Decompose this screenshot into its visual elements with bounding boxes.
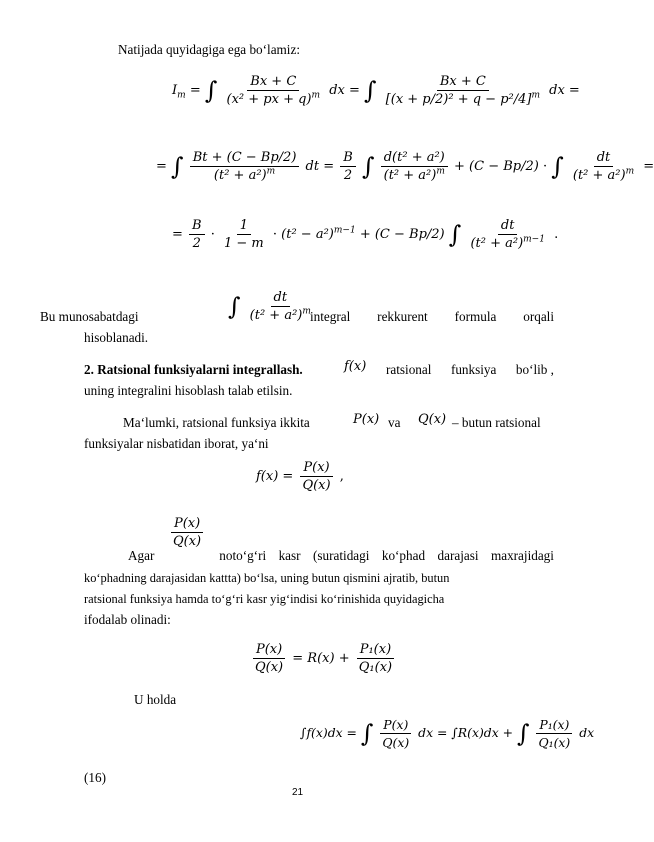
- eq2-term2-den: (t² + a²): [572, 168, 626, 183]
- eq3-int-den: (t² + a²): [470, 236, 524, 251]
- eq5-den-right: Q₁(x): [358, 660, 393, 675]
- word: (suratidagi: [313, 548, 370, 563]
- eq6-f2-num: P₁(x): [536, 717, 572, 734]
- equation-5: [250, 642, 397, 675]
- u-holda: U holda: [134, 692, 177, 707]
- equation-1: $I_m$ = ∫ $\frac{Bx + C}{(x^2 + px + q)^m}$ dx = ∫ $\frac{Bx + C}{[(x + p/2)^2 + q - p^2/4]^m}$ dx =: [172, 74, 580, 107]
- eq1-den-a-exp: m: [311, 90, 321, 101]
- equation-2: = ∫ $\frac{Bt + (C - Bp/2)}{(t^2 + a^2)^m}$ dt = $\frac{B}{2}$ ∫ $\frac{\text{d(t² + a²)}}{(t^2 + a^2)^m}$ + (C − Bp/2) · ∫ $\frac{dt}{(t^2 + a^2)^m}$ =: [156, 150, 654, 183]
- eq6-mid: dx = ∫R(x)dx +: [418, 725, 514, 740]
- eq6-fraction-2: [535, 717, 573, 750]
- integral-sign: ∫: [360, 719, 374, 748]
- eq2-term1-den: (t² + a²): [383, 168, 437, 183]
- eq3-power-exp: m−1: [333, 225, 356, 236]
- eq2-fraction: [190, 150, 300, 183]
- integral-sign: ∫: [171, 152, 184, 181]
- eq5-num-left: P(x): [253, 642, 285, 659]
- page-number: 21: [291, 787, 304, 798]
- eq6-fraction-1: [379, 717, 412, 750]
- fx-symbol: f(x): [344, 359, 367, 374]
- eq2-term2: [570, 150, 637, 183]
- word: Agar: [128, 548, 155, 563]
- para3-line3: ratsional funksiya hamda to‘g‘ri kasr yig‘indisi ko‘rinishida quyidagicha: [84, 592, 445, 606]
- eq1-denominator-a: (x² + px + q): [226, 92, 312, 107]
- equation-number: (16): [84, 770, 106, 785]
- eq1-fraction-b: [383, 74, 543, 107]
- eq4-tail: ,: [339, 469, 344, 484]
- eq3-frac-num: 1: [237, 218, 251, 235]
- para1-integral-num: dt: [271, 290, 291, 307]
- eq4-num: P(x): [300, 460, 332, 477]
- para2-va: va: [388, 415, 401, 430]
- eq4-fraction: [299, 460, 333, 493]
- eq3-const-term: (C − Bp/2): [374, 227, 445, 242]
- eq2-term2-coef: (C − Bp/2): [469, 159, 539, 174]
- para3-line4: ifodalab olinadi:: [84, 612, 171, 627]
- section-2-line2: uning integralini hisoblash talab etilsin.: [84, 383, 293, 398]
- eq3-frac-den: 1 − m: [224, 236, 264, 251]
- eq2-den-exp: m: [266, 166, 276, 177]
- eq2-numerator: Bt + (C − Bp/2): [190, 150, 300, 167]
- integral-sign: ∫: [228, 292, 241, 321]
- eq3-coef: [189, 218, 205, 251]
- eq1-numerator-b: Bx + C: [437, 74, 489, 91]
- eq6-lhs: ∫f(x)dx =: [300, 725, 357, 740]
- eq3-int-num: dt: [498, 218, 518, 235]
- word: funksiya: [450, 362, 497, 377]
- para3-line2: ko‘phadning darajasidan kattta) bo‘lsa, uning butun qismini ajratib, butun: [84, 571, 450, 585]
- word: orqali: [523, 309, 554, 324]
- qx-symbol: Q(x): [418, 412, 447, 427]
- eq6-tail: dx: [579, 725, 595, 740]
- eq2-coef-den: 2: [343, 168, 353, 183]
- eq2-coef: [340, 150, 356, 183]
- para2-end: – butun ratsional: [452, 415, 541, 430]
- para1-end: [310, 309, 554, 325]
- equation-4: [256, 460, 344, 493]
- eq3-frac: [221, 218, 267, 251]
- para3-frac-den: Q(x): [173, 534, 202, 549]
- eq1-lhs: I: [172, 83, 178, 98]
- eq3-int-exp: m−1: [523, 234, 545, 245]
- eq3-coef-den: 2: [192, 236, 201, 251]
- equation-3: = $\frac{B}{2}$ · $\frac{1}{1 - m}$ · $(t^2 - a^2)^{m-1} + (C - Bp/2)$ ∫ $\frac{dt}{(t^2 + a^2)^{m-1}}$ .: [172, 218, 559, 251]
- intro-line: Natijada quyidagiga ega bo‘lamiz:: [118, 42, 300, 57]
- eq4-lhs: f(x) =: [256, 469, 294, 484]
- word: ratsional: [386, 362, 432, 377]
- eq2-denominator: (t² + a²): [213, 168, 267, 183]
- section-2-title: 2. Ratsional funksiyalarni integrallash.: [84, 362, 303, 377]
- eq1-numerator-a: Bx + C: [247, 74, 299, 91]
- integral-sign: ∫: [364, 76, 377, 105]
- eq2-term1-exp: m: [436, 166, 445, 177]
- para1-line2: hisoblanadi.: [84, 330, 149, 345]
- eq3-power-base: (t² − a²): [281, 227, 334, 242]
- eq5-fraction-right: [356, 642, 395, 675]
- section-2-rest: [386, 362, 554, 378]
- word: bo‘lib ,: [515, 362, 554, 377]
- eq3-integral-frac: [467, 218, 548, 251]
- eq6-f1-den: Q(x): [382, 735, 410, 750]
- eq2-term1: [381, 150, 448, 183]
- word: noto‘g‘ri: [219, 548, 267, 563]
- eq5-mid: = R(x) +: [292, 651, 350, 666]
- word: kasr: [278, 548, 301, 563]
- eq6-f1-num: P(x): [380, 717, 411, 734]
- word: integral: [310, 309, 351, 324]
- para2-line2: funksiyalar nisbatidan iborat, ya‘ni: [84, 436, 269, 451]
- eq6-f2-den: Q₁(x): [538, 735, 571, 750]
- word: ko‘phad: [381, 548, 426, 563]
- eq1-den-b-exp: m: [531, 90, 540, 101]
- px-symbol: P(x): [353, 412, 380, 427]
- eq1-lhs-sub: m: [177, 90, 186, 101]
- eq5-num-right: P₁(x): [357, 642, 394, 659]
- eq1-denominator-b: [(x + p/2)² + q − p²/4]: [385, 92, 532, 107]
- integral-sign: ∫: [448, 220, 462, 249]
- eq3-coef-num: B: [189, 218, 205, 235]
- para2-start: Ma‘lumki, ratsional funksiya ikkita: [123, 415, 310, 430]
- eq2-term1-num: d(t² + a²): [381, 150, 448, 167]
- eq1-tail: dx =: [549, 83, 580, 98]
- word: formula: [454, 309, 497, 324]
- para1-integral-exp: m: [302, 306, 311, 317]
- equation-6: [300, 717, 594, 750]
- eq5-den-left: Q(x): [255, 660, 284, 675]
- eq2-term2-exp: m: [625, 166, 635, 177]
- eq2-coef-num: B: [340, 150, 356, 167]
- integral-sign: ∫: [551, 152, 564, 181]
- word: darajasi: [437, 548, 479, 563]
- para3-fraction: [168, 516, 206, 549]
- para1-start: Bu munosabatdagi: [40, 309, 139, 324]
- integral-sign: ∫: [361, 152, 375, 181]
- para1-integral: [228, 290, 316, 323]
- word: maxrajidagi: [490, 548, 554, 563]
- word: rekkurent: [377, 309, 428, 324]
- integral-sign: ∫: [204, 76, 218, 105]
- para1-integral-frac: [247, 290, 314, 323]
- para3-line1: [128, 548, 554, 564]
- para1-integral-den: (t² + a²): [249, 308, 303, 323]
- integral-sign: ∫: [516, 719, 530, 748]
- eq1-fraction-a: [224, 74, 324, 107]
- eq5-fraction-left: [252, 642, 286, 675]
- eq4-den: Q(x): [302, 478, 331, 493]
- eq2-term2-num: dt: [594, 150, 614, 167]
- para3-frac-num: P(x): [171, 516, 203, 533]
